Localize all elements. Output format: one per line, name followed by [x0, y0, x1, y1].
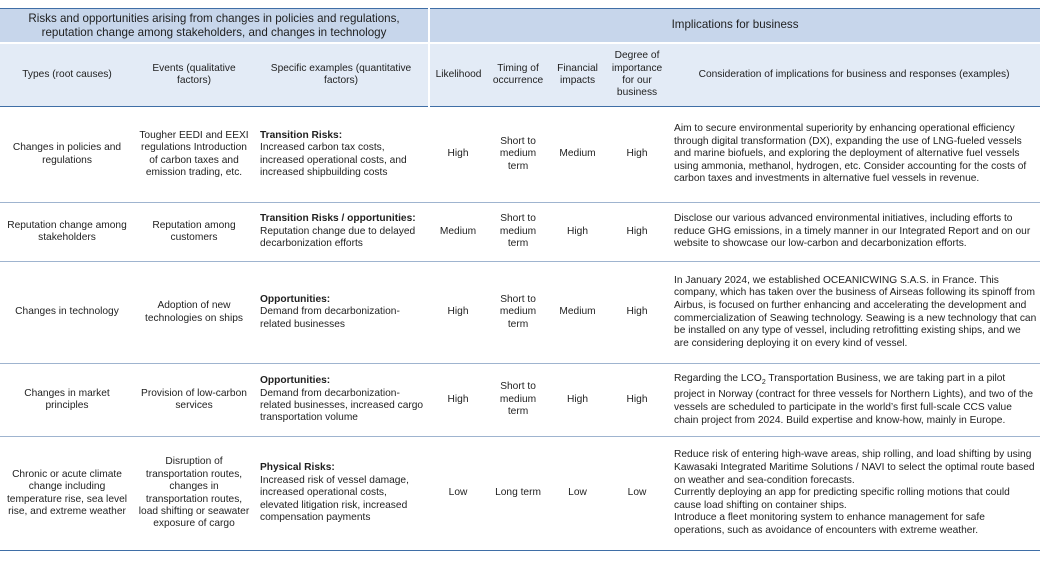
example-cell	[254, 203, 429, 262]
timing-cell: Short to medium term	[487, 107, 549, 203]
risk-table	[0, 8, 1040, 551]
timing-cell: Short to medium term	[487, 262, 549, 364]
example-text: Demand from decarbonization-related businesses, increased cargo transportation volume	[260, 387, 424, 424]
consideration-line: Introduce a fleet monitoring system to enhance management for safe operations, such as avoidance of encounters with extreme weather.	[674, 512, 985, 536]
event-cell: Adoption of new technologies on ships	[134, 262, 254, 364]
table-row	[0, 364, 1040, 437]
type-cell: Changes in technology	[0, 262, 134, 364]
example-heading: Physical Risks:	[260, 462, 335, 474]
type-cell: Reputation change among stakeholders	[0, 203, 134, 262]
importance-cell: Low	[606, 437, 668, 551]
example-text: Demand from decarbonization-related businesses	[260, 306, 400, 330]
col-header-consideration: Consideration of implications for business and responses (examples)	[668, 43, 1040, 107]
consideration-cell: In January 2024, we established OCEANICWING S.A.S. in France. This company, which has taken over the business of Airseas following its spinoff from Airbus, is focused on further enhancing and accelerating the development and commercialization of Seawing technology. Seawing is a new technology that can be installed on any type of vessel, including retrofitting existing ships, and we are considering deploying it on every kind of vessel.	[668, 262, 1040, 364]
left-section-title: Risks and opportunities arising from changes in policies and regulations, reputation change among stakeholders, and changes in technology	[0, 9, 429, 44]
right-section-title: Implications for business	[429, 9, 1040, 44]
timing-cell: Short to medium term	[487, 203, 549, 262]
likelihood-cell: High	[429, 107, 487, 203]
importance-cell: High	[606, 107, 668, 203]
consideration-cell: Disclose our various advanced environmental initiatives, including efforts to reduce GHG emissions, in a timely manner in our Integrated Report and on our website to showcase our low-carbon and decarbonization efforts.	[668, 203, 1040, 262]
event-cell: Tougher EEDI and EEXI regulations Introduction of carbon taxes and emission trading, etc.	[134, 107, 254, 203]
col-header-examples: Specific examples (quantitative factors)	[254, 43, 429, 107]
consideration-cell: Aim to secure environmental superiority by enhancing operational efficiency through digital transformation (DX), expanding the use of LNG-fueled vessels and marine biofuels, and exploring the deployment of alternative fuel vessels using ammonia, methanol, hydrogen, etc. Consider accounting for the costs of carbon taxes and investments in alternative fuel vessels in revenue.	[668, 107, 1040, 203]
importance-cell: High	[606, 203, 668, 262]
financial-cell: Medium	[549, 107, 606, 203]
example-text: Increased risk of vessel damage, increased operational costs, elevated litigation risk, increased compensation payments	[260, 474, 409, 524]
event-cell: Provision of low-carbon services	[134, 364, 254, 437]
example-heading: Opportunities:	[260, 293, 331, 305]
table-row	[0, 107, 1040, 203]
example-text: Reputation change due to delayed decarbonization efforts	[260, 225, 416, 250]
likelihood-cell: High	[429, 364, 487, 437]
example-heading: Transition Risks / opportunities:	[260, 213, 416, 225]
example-cell	[254, 107, 429, 203]
col-header-importance: Degree of importance for our business	[606, 43, 668, 107]
col-header-events: Events (qualitative factors)	[134, 43, 254, 107]
consideration-text-pre: Regarding the LCO	[674, 372, 762, 384]
col-header-types: Types (root causes)	[0, 43, 134, 107]
example-cell	[254, 437, 429, 551]
table-row	[0, 437, 1040, 551]
financial-cell: Medium	[549, 262, 606, 364]
importance-cell: High	[606, 364, 668, 437]
consideration-line: Currently deploying an app for predicting specific rolling motions that could cause load shifting on container ships.	[674, 487, 1010, 511]
col-header-financial: Financial impacts	[549, 43, 606, 107]
consideration-text-post: Transportation Business, we are taking part in a pilot project in Norway (contract for three vessels for Northern Lights), and two of the vessels are scheduled to participate in the world’s first full-scale CCS value chain project from 2024. Build expertise and know-how, mainly in Europe.	[674, 372, 1034, 426]
consideration-line: Reduce risk of entering high-wave areas, ship rolling, and load shifting by using Kawasaki Integrated Maritime Solutions / NAVI to select the optimal route based on weather and sea-condition forecasts.	[674, 449, 1035, 486]
table-row	[0, 203, 1040, 262]
likelihood-cell: Medium	[429, 203, 487, 262]
consideration-cell	[668, 437, 1040, 551]
likelihood-cell: Low	[429, 437, 487, 551]
financial-cell: High	[549, 364, 606, 437]
financial-cell: Low	[549, 437, 606, 551]
type-cell: Chronic or acute climate change including temperature rise, sea level rise, and extreme weather	[0, 437, 134, 551]
example-text: Increased carbon tax costs, increased operational costs, and increased shipbuilding costs	[260, 142, 407, 178]
col-header-timing: Timing of occurrence	[487, 43, 549, 107]
importance-cell: High	[606, 262, 668, 364]
consideration-cell	[668, 364, 1040, 437]
col-header-likelihood: Likelihood	[429, 43, 487, 107]
timing-cell: Long term	[487, 437, 549, 551]
example-heading: Transition Risks:	[260, 129, 343, 141]
table-row	[0, 262, 1040, 364]
timing-cell: Short to medium term	[487, 364, 549, 437]
financial-cell: High	[549, 203, 606, 262]
event-cell: Reputation among customers	[134, 203, 254, 262]
example-cell	[254, 364, 429, 437]
likelihood-cell: High	[429, 262, 487, 364]
type-cell: Changes in market principles	[0, 364, 134, 437]
example-cell	[254, 262, 429, 364]
example-heading: Opportunities:	[260, 375, 331, 387]
type-cell: Changes in policies and regulations	[0, 107, 134, 203]
event-cell: Disruption of transportation routes, changes in transportation routes, load shifting or seawater exposure of cargo	[134, 437, 254, 551]
subscript-two: 2	[761, 378, 766, 386]
